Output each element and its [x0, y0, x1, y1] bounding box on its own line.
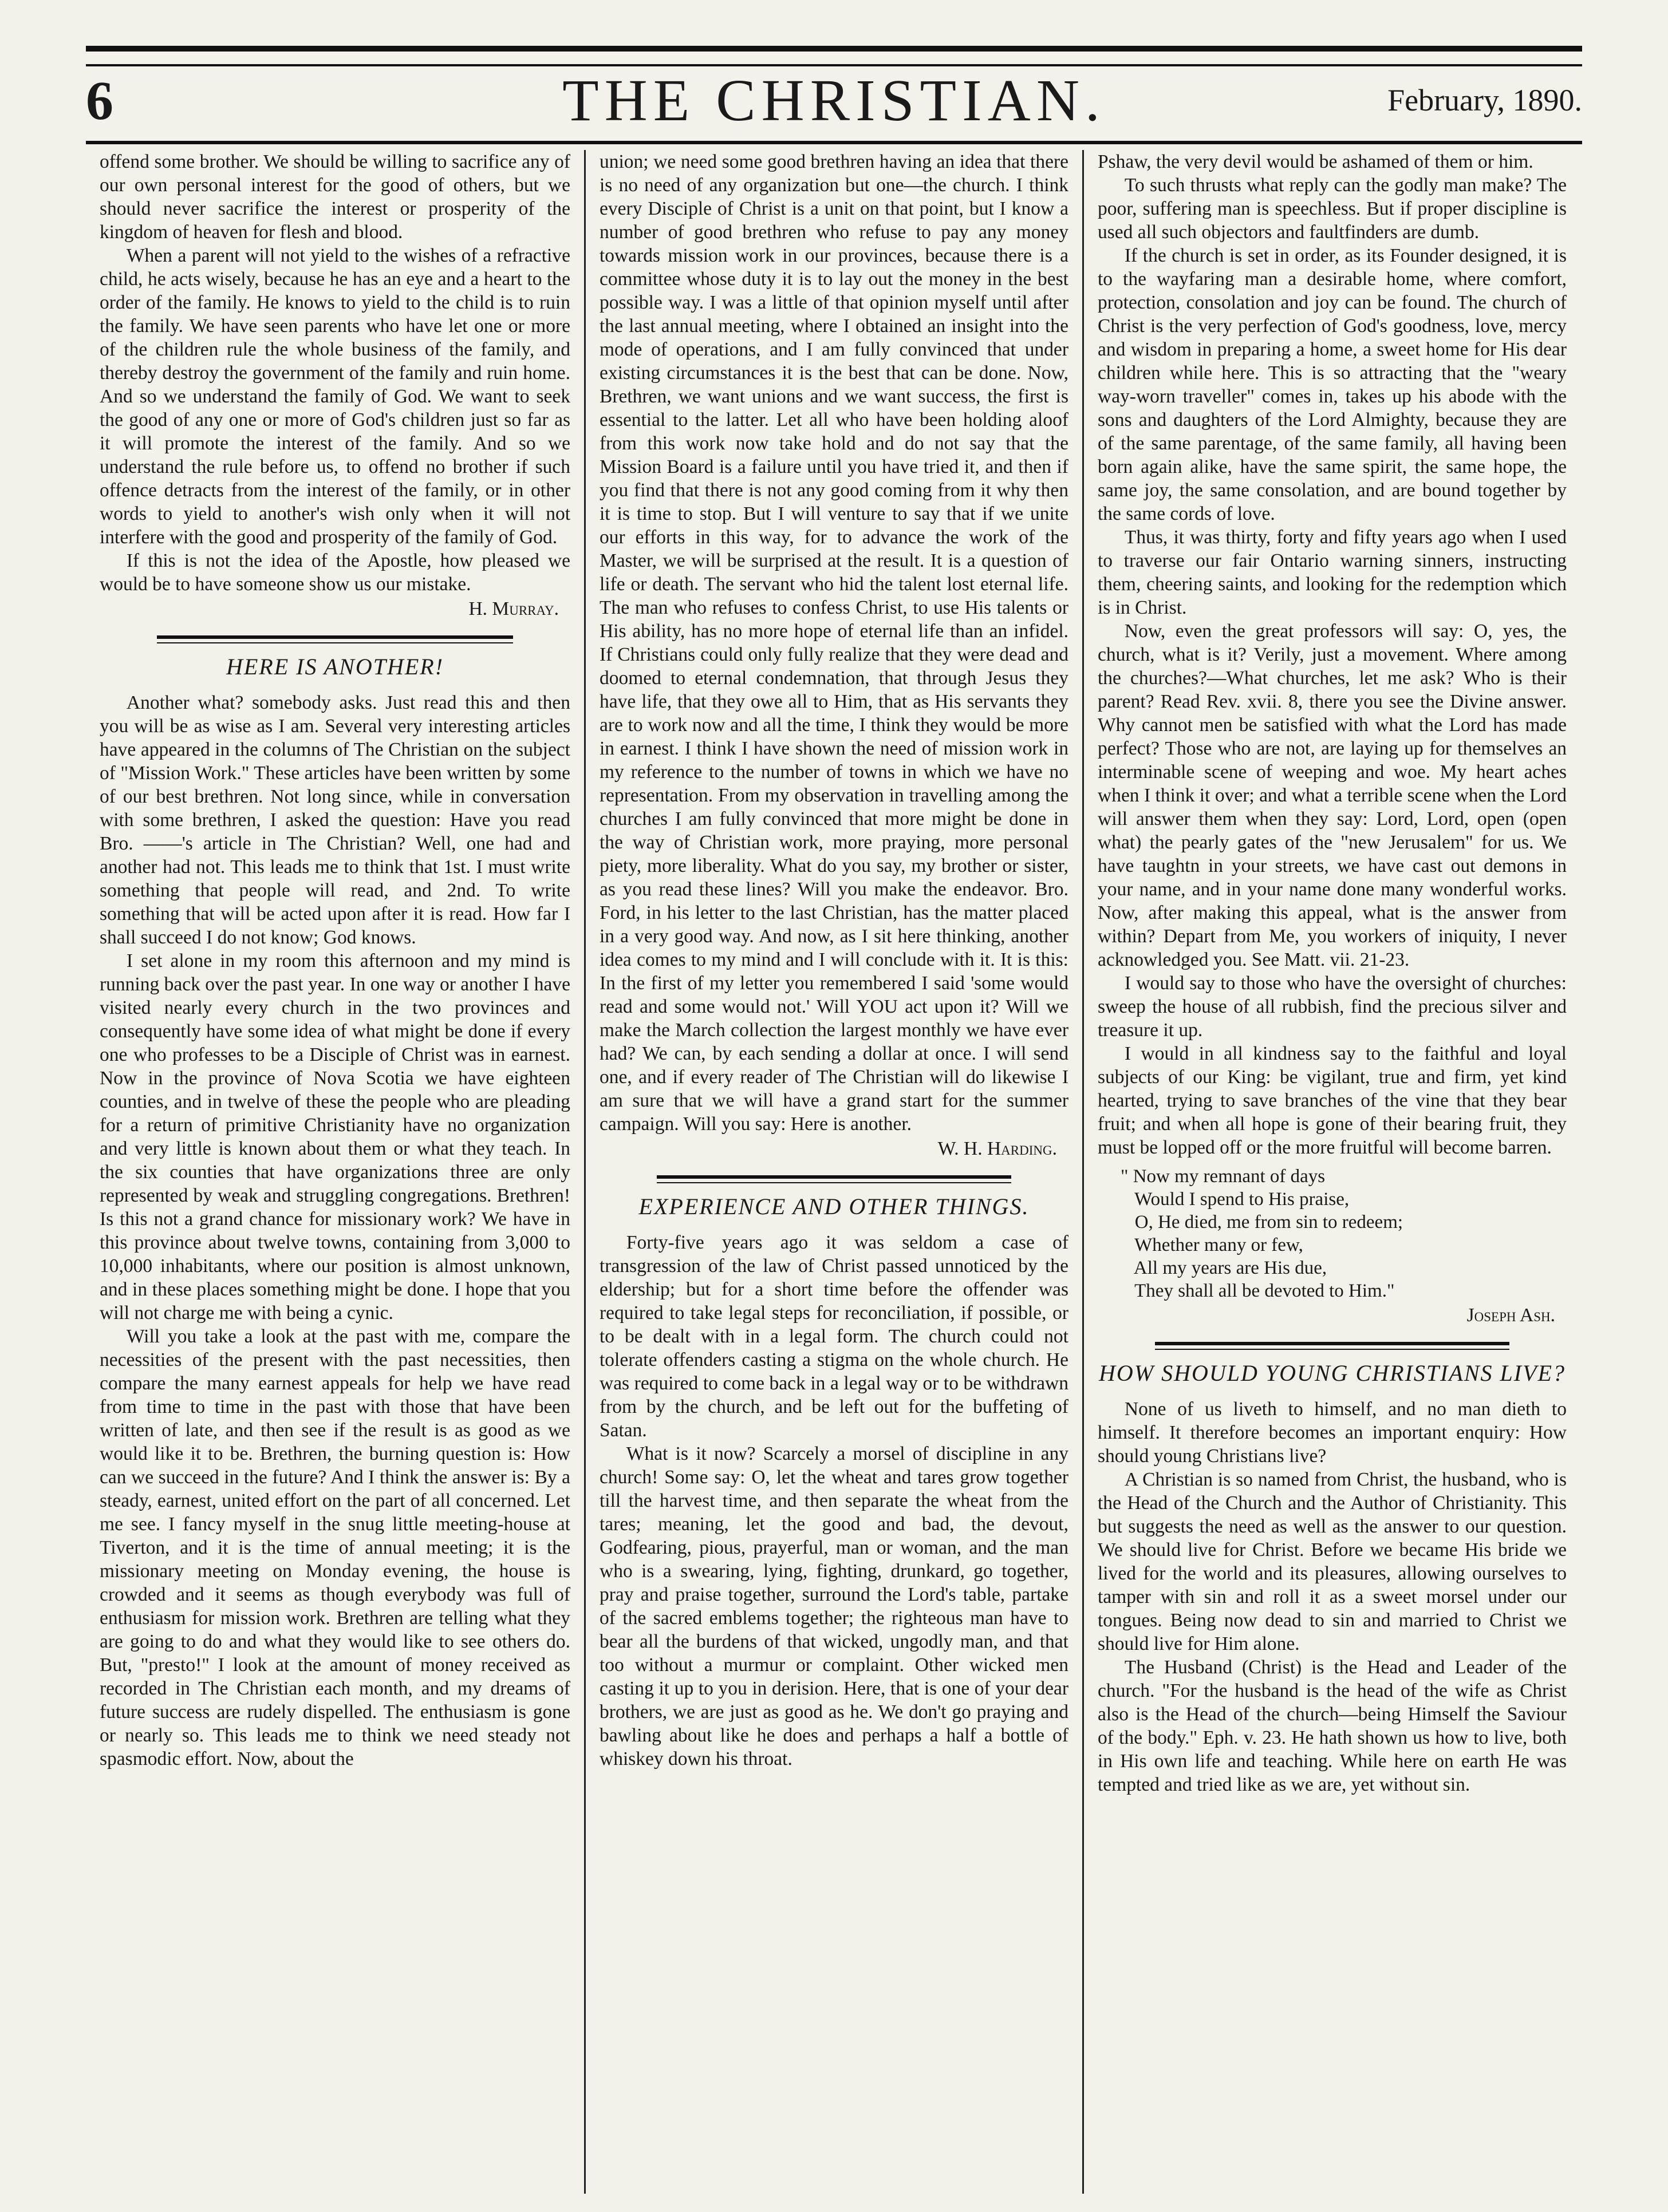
article-columns	[86, 150, 1580, 2194]
paragraph: Forty-five years ago it was seldom a case of transgression of the law of Christ passed unnoticed by the eldership; but for a short time before the offender was required to take legal steps for reconciliation, if possible, or to be dealt with in a legal form. The church could not tolerate offenders casting a stigma on the whole church. He was required to come back in a legal way or to be withdrawn from by the church, and be left out for the buffeting of Satan.	[600, 1232, 1068, 1441]
paragraph: Will you take a look at the past with me, compare the necessities of the present with the past necessities, then compare the many earnest appeals for help we have read from time to time in the past with those that have been written of late, and then see if the result is as good as we would like it to be. Brethren, the burning question is: How can we succeed in the future? And I think the answer is: By a steady, earnest, united effort on the part of all concerned. Let me see. I fancy myself in the snug little meeting-house at Tiverton, and it is the time of annual meeting; it is the missionary meeting on Monday evening, the house is crowded and it seems as though everybody was full of enthusiasm for mission work. Brethren are telling what they are going to do and what they would like to see others do. But, "presto!" I look at the amount of money received as recorded in The Christian each month, and my dreams of future success are rudely dispelled. The enthusiasm is gone or nearly so. This leads me to think we need steady not spasmodic effort. Now, about the	[100, 1326, 570, 1769]
section-divider	[157, 635, 513, 643]
newspaper-title: THE CHRISTIAN.	[562, 68, 1106, 133]
paragraph: I would in all kindness say to the faithful and loyal subjects of our King: be vigilant, true and firm, yet kind hearted, trying to save branches of the vine that they bear fruit; and when all hope is gone of their bearing fruit, they must be lopped off or the more fruitful will become barren.	[1098, 1043, 1567, 1158]
poem	[1121, 1165, 1567, 1302]
paragraph: I would say to those who have the oversight of churches: sweep the house of all rubbish, find the precious silver and treasure it up.	[1098, 973, 1567, 1041]
poem-line: Whether many or few,	[1121, 1235, 1303, 1255]
paragraph: What is it now? Scarcely a morsel of discipline in any church! Some say: O, let the wheat and tares grow together till the harvest time, and then separate the wheat from the tares; meaning, let the good and bad, the devout, Godfearing, pious, prayerful, man or woman, and the man who is a swearing, lying, fighting, drunkard, go together, pray and praise together, surround the Lord's table, partake of the sacred emblems together; the righteous man have to bear all the burdens of that wicked, ungodly man, and that too without a murmur or complaint. Other wicked men casting it up to you in derision. Here, that is one of your dear brothers, we are just as good as he. We don't go praying and bawling about like he does and perhaps a half a bottle of whiskey down his throat.	[600, 1443, 1068, 1769]
article-heading: EXPERIENCE AND OTHER THINGS.	[638, 1194, 1030, 1219]
poem-line: O, He died, me from sin to redeem;	[1121, 1212, 1403, 1233]
poem-line: They shall all be devoted to Him."	[1121, 1281, 1395, 1301]
section-divider	[657, 1175, 1011, 1183]
column-2	[584, 150, 1082, 2194]
column-3	[1082, 150, 1580, 2194]
paragraph: union; we need some good brethren having an idea that there is no need of any organization but one—the church. I think every Disciple of Christ is a unit on that point, but I know a number of good brethren who refuse to pay any money towards mission work in our provinces, because there is a committee whose duty it is to lay out the money in the best possible way. I was a little of that opinion myself until after the last annual meeting, where I obtained an insight into the mode of operations, and I am fully convinced that under existing circumstances it is the best that can be done. Now, Brethren, we want unions and we want success, the first is essential to the latter. Let all who have been holding aloof from this work now take hold and do not say that the Mission Board is a failure until you have tried it, and then if you find that there is not any good coming from it why then it is time to stop. But I will venture to say that if we unite our efforts in this way, for to advance the work of the Master, we will be surprised at the result. It is a question of life or death. The servant who hid the talent lost eternal life. The man who refuses to confess Christ, to use His talents or His ability, has no more hope of eternal life than an infidel. If Christians could only fully realize that they were dead and doomed to eternal condemnation, that through Jesus they have life, that they owe all to Him, that as His servants they are to work now and all the time, I think they would be more in earnest. I think I have shown the need of mission work in my reference to the number of towns in which we have no representation. From my observation in travelling among the churches I am fully convinced that more might be done in the way of Christian work, more praying, more personal piety, more liberality. What do you say, my brother or sister, as you read these lines? Will you make the endeavor. Bro. Ford, in his letter to the last Christian, has the matter placed in a very good way. And now, as I sit here thinking, another idea comes to my mind and I will conclude with it. It is this: In the first of my letter you remembered I said 'some would read and some would not.' Will YOU act upon it? Will we make the March collection the largest monthly we have ever had? We can, by each sending a dollar at once. I will send one, and if every reader of The Christian will do likewise I am sure that we will have a grand start for the summer campaign. Will you say: Here is another.	[600, 151, 1068, 1135]
poem-line: All my years are His due,	[1121, 1258, 1327, 1278]
paragraph: I set alone in my room this afternoon and my mind is running back over the past year. In one way or another I have visited nearly every church in the two provinces and consequently have some idea of what might be done if every one who professes to be a Disciple of Christ was in earnest. Now in the province of Nova Scotia we have eighteen counties, and in twelve of these the people who are pleading for a return of primitive Christianity have no organization and very little is known about them or what they teach. In the six counties that have organizations three are only represented by weak and struggling congregations. Brethren! Is this not a grand chance for missionary work? We have in this province about twelve towns, containing from 3,000 to 10,000 inhabitants, where our position is almost unknown, and in these places something might be done. I hope that you will not charge me with being a cynic.	[100, 950, 570, 1324]
paragraph: A Christian is so named from Christ, the husband, who is the Head of the Church and the Author of Christianity. This but suggests the need as well as the answer to our question. We should live for Christ. Before we became His bride we lived for the world and its pleasures, allowing ourselves to tamper with sin and roll it as a sweet morsel under our tongues. Being now dead to sin and married to Christ we should live for Him alone.	[1098, 1469, 1567, 1654]
issue-date: February, 1890.	[1387, 83, 1582, 117]
paragraph: When a parent will not yield to the wishes of a refractive child, he acts wisely, because he has an eye and a heart to the order of the family. He knows to yield to the child is to ruin the family. We have seen parents who have let one or more of the children rule the whole business of the family, and thereby destroy the government of the family and ruin home. And so we understand the family of God. We want to seek the good of any one or more of God's children just so far as it will promote the interest of the family. And so we understand the rule before us, to offend no brother if such offence detracts from the interest of the family, or in other words to yield to another's wish only when it will not interfere with the good and prosperity of the family of God.	[100, 245, 570, 548]
paragraph: The Husband (Christ) is the Head and Leader of the church. "For the husband is the head of the wife as Christ also is the Head of the church—being Himself the Saviour of the body." Eph. v. 23. He hath shown us how to live, both in His own life and teaching. While here on earth He was tempted and tried like as we are, yet without sin.	[1098, 1657, 1567, 1795]
column-1	[86, 150, 584, 2194]
paragraph: None of us liveth to himself, and no man dieth to himself. It therefore becomes an important enquiry: How should young Christians live?	[1098, 1399, 1567, 1467]
paragraph: If the church is set in order, as its Founder designed, it is to the wayfaring man a desirable home, where comfort, protection, consolation and joy can be found. The church of Christ is the very perfection of God's goodness, love, mercy and wisdom in preparing a home, a sweet home for His dear children while here. This is so attracting that the "weary way-worn traveller" comes in, takes up his abode with the sons and daughters of the Lord Almighty, because they are of the same parentage, of the same family, all having been born again alike, have the same spirit, the same hope, the same joy, the same consolation, and are bound together by the same cords of love.	[1098, 245, 1567, 524]
paragraph: Now, even the great professors will say: O, yes, the church, what is it? Verily, just a movement. Where among the churches?—What churches, let me ask? Who is their parent? Read Rev. xvii. 8, there you see the Divine answer. Why cannot men be satisfied with what the Lord has made perfect? Those who are not, are laying up for themselves an interminable scene of weeping and woe. My heart aches when I think it over; and what a terrible scene when the Lord will answer them when they say: Lord, Lord, open (open what) the pearly gates of the "new Jerusalem" for us. We have taughtn in your streets, we have cast out demons in your name, and in your name done many wonderful works. Now, after making this appeal, what is the answer from within? Depart from Me, you workers of iniquity, I never acknowledged you. See Matt. vii. 21-23.	[1098, 621, 1567, 970]
poem-line: " Now my remnant of days	[1121, 1166, 1326, 1187]
masthead	[86, 63, 1582, 137]
page-number: 6	[86, 70, 113, 131]
paragraph: Pshaw, the very devil would be ashamed of them or him.	[1098, 151, 1533, 172]
signature: W. H. Harding.	[937, 1138, 1057, 1159]
article-heading: HOW SHOULD YOUNG CHRISTIANS LIVE?	[1099, 1360, 1566, 1386]
paragraph: To such thrusts what reply can the godly man make? The poor, suffering man is speechless. But if proper discipline is used all such objectors and faultfinders are dumb.	[1098, 175, 1567, 243]
paragraph: offend some brother. We should be willing to sacrifice any of our own personal interest for the good of others, but we should never sacrifice the interest or prosperity of the kingdom of heaven for flesh and blood.	[100, 151, 570, 243]
signature: Joseph Ash.	[1466, 1305, 1555, 1326]
masthead-rule	[86, 141, 1582, 144]
section-divider	[1155, 1342, 1509, 1350]
poem-line: Would I spend to His praise,	[1121, 1189, 1350, 1210]
paragraph: If this is not the idea of the Apostle, how pleased we would be to have someone show us our mistake.	[100, 550, 570, 595]
article-heading: HERE IS ANOTHER!	[226, 654, 444, 680]
paragraph: Thus, it was thirty, forty and fifty years ago when I used to traverse our fair Ontario warning sinners, instructing them, cheering saints, and looking for the redemption which is in Christ.	[1098, 527, 1567, 618]
signature: H. Murray.	[468, 598, 559, 619]
paragraph: Another what? somebody asks. Just read this and then you will be as wise as I am. Several very interesting articles have appeared in the columns of The Christian on the subject of "Mission Work." These articles have been written by some of our best brethren. Not long since, while in conversation with some brethren, I asked the question: Have you read Bro. ——'s article in The Christian? Well, one had and another had not. This leads me to think that 1st. I must write something that people will read, and 2nd. To write something that will be acted upon after it is read. How far I shall succeed I do not know; God knows.	[100, 692, 570, 948]
